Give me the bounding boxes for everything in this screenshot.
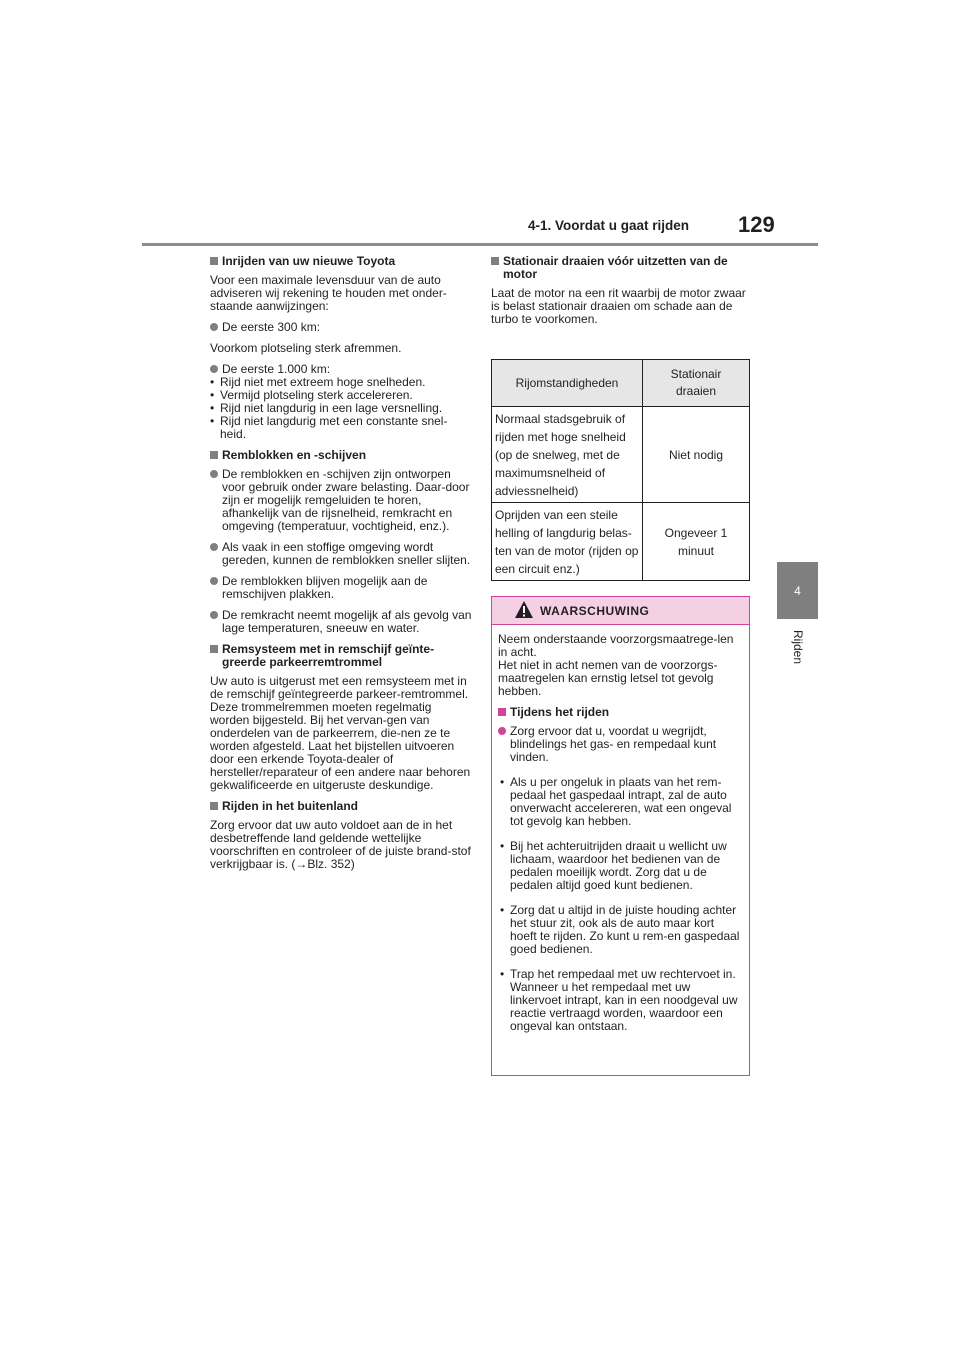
warning-triangle-icon <box>514 600 534 620</box>
bullet-item: De remblokken en -schijven zijn ontworpen voor gebruik onder zware belasting. Daar-door zijn er mogelijk remgeluiden te horen, afhankelijk van de rijsnelheid, remkracht en omgeving (temperatuur, vochtigheid, enz.). <box>210 468 472 533</box>
circle-bullet-icon <box>210 543 218 551</box>
square-bullet-icon <box>210 451 218 459</box>
list-item: • Bij het achteruitrijden draait u wellicht uw lichaam, waardoor het bedienen van de pedalen moeilijk wordt. Zorg dat u de pedalen altijd goed kunt bedienen. <box>500 839 727 892</box>
idling-table <box>491 359 750 581</box>
bullet-item: De eerste 300 km: <box>210 321 472 334</box>
table-cell: Ongeveer 1 minuut <box>643 503 750 581</box>
section-title: 4-1. Voordat u gaat rijden <box>528 218 690 233</box>
right-column <box>491 255 750 334</box>
square-bullet-icon <box>210 802 218 810</box>
circle-bullet-icon <box>210 611 218 619</box>
circle-bullet-icon <box>498 727 506 735</box>
warning-title: WAARSCHUWING <box>540 604 650 618</box>
square-bullet-icon <box>210 645 218 653</box>
paragraph: Zorg ervoor dat uw auto voldoet aan de in het desbetreffende land geldende wettelijke voorschriften en controleer of de juiste brand-stof verkrijgbaar is. (→Blz. 352) <box>210 818 471 871</box>
heading-break-in: Inrijden van uw nieuwe Toyota <box>210 255 472 268</box>
chapter-number: 4 <box>794 583 801 598</box>
heading-abroad: Rijden in het buitenland <box>210 800 472 813</box>
list-item: • Trap het rempedaal met uw rechtervoet in. Wanneer u het rempedaal met uw linkervoet intrapt, kan in een noodgeval uw reactie vertraagd worden, waardoor een ongeval kan ontstaan. <box>500 967 738 1033</box>
table-row <box>492 407 750 503</box>
heading-idling: Stationair draaien vóór uitzetten van de motor <box>491 255 750 281</box>
square-bullet-icon <box>498 708 506 716</box>
list-item: • Rijd niet met extreem hoge snelheden. <box>210 376 472 389</box>
square-bullet-icon <box>491 257 499 265</box>
square-bullet-icon <box>210 257 218 265</box>
table-cell: Niet nodig <box>643 407 750 503</box>
bullet-item: De eerste 1.000 km: <box>210 363 472 376</box>
left-column <box>210 255 472 879</box>
chapter-label: Rijden <box>791 630 805 665</box>
header-divider <box>142 243 818 246</box>
table-cell: Oprijden van een steile helling of langdurig belas-ten van de motor (rijden op een circuit enz.) <box>492 503 643 581</box>
paragraph: Uw auto is uitgerust met een remsysteem met in de remschijf geïntegreerde parkeer-remtrommel. Deze trommelremmen moeten regelmatig worden bijgesteld. Bij het vervan-gen van onderdelen van de parkeerrem, die-nen ze te worden afgesteld. Laat het bijstellen uitvoeren door een erkende Toyota-dealer of hersteller/reparateur of een andere naar behoren gekwalificeerde en uitgeruste deskundige. <box>210 674 471 792</box>
list-item: • Rijd niet langdurig met een constante snel-heid. <box>210 415 472 441</box>
circle-bullet-icon <box>210 470 218 478</box>
table-header: Rijomstandigheden <box>492 360 643 407</box>
paragraph: Voor een maximale levensduur van de auto adviseren wij rekening te houden met onder-staande aanwijzingen: <box>210 273 447 313</box>
paragraph: Laat de motor na een rit waarbij de motor zwaar is belast stationair draaien om schade aan de turbo te voorkomen. <box>491 286 746 326</box>
warning-header <box>492 597 749 625</box>
bullet-item: De remblokken blijven mogelijk aan de remschijven plakken. <box>210 575 472 601</box>
bullet-item: Als vaak in een stoffige omgeving wordt gereden, kunnen de remblokken sneller slijten. <box>210 541 472 567</box>
page-number: 129 <box>738 212 775 237</box>
chapter-tab[interactable] <box>777 562 818 619</box>
table-header-row <box>492 360 750 407</box>
circle-bullet-icon <box>210 365 218 373</box>
circle-bullet-icon <box>210 577 218 585</box>
heading-while-driving: Tijdens het rijden <box>498 706 743 719</box>
table-header: Stationair draaien <box>643 360 750 407</box>
list-item: • Als u per ongeluk in plaats van het rem-pedaal het gaspedaal intrapt, zal de auto onverwacht accelereren, wat een ongeval tot gevolg kan hebben. <box>500 775 732 828</box>
list-item: • Zorg dat u altijd in de juiste houding achter het stuur zit, ook als de auto maar kort hoeft te rijden. Zo kunt u rem-en gaspedaal goed bedienen. <box>500 903 740 956</box>
warning-intro: Het niet in acht nemen van de voorzorgs-maatregelen kan ernstig letsel tot gevolg hebben. <box>498 658 718 698</box>
list-item: • Vermijd plotseling sterk accelereren. <box>210 389 472 402</box>
warning-intro: Neem onderstaande voorzorgsmaatrege-len in acht. <box>498 632 734 659</box>
heading-brakes: Remblokken en -schijven <box>210 449 472 462</box>
table-cell: Normaal stadsgebruik of rijden met hoge snelheid (op de snelweg, met de maximumsnelheid of adviessnelheid) <box>492 407 643 503</box>
heading-brake-system: Remsysteem met in remschijf geïnte-greerde parkeerremtrommel <box>210 643 472 669</box>
table-row <box>492 503 750 581</box>
paragraph: Voorkom plotseling sterk afremmen. <box>210 341 402 355</box>
warning-body <box>492 625 749 1033</box>
circle-bullet-icon <box>210 323 218 331</box>
dash-list <box>210 376 472 441</box>
bullet-item: Zorg ervoor dat u, voordat u wegrijdt, blindelings het gas- en rempedaal kunt vinden. <box>498 725 743 764</box>
list-item: • Rijd niet langdurig in een lage versnelling. <box>210 402 472 415</box>
bullet-item: De remkracht neemt mogelijk af als gevolg van lage temperaturen, sneeuw en water. <box>210 609 472 635</box>
warning-box <box>491 596 750 1076</box>
